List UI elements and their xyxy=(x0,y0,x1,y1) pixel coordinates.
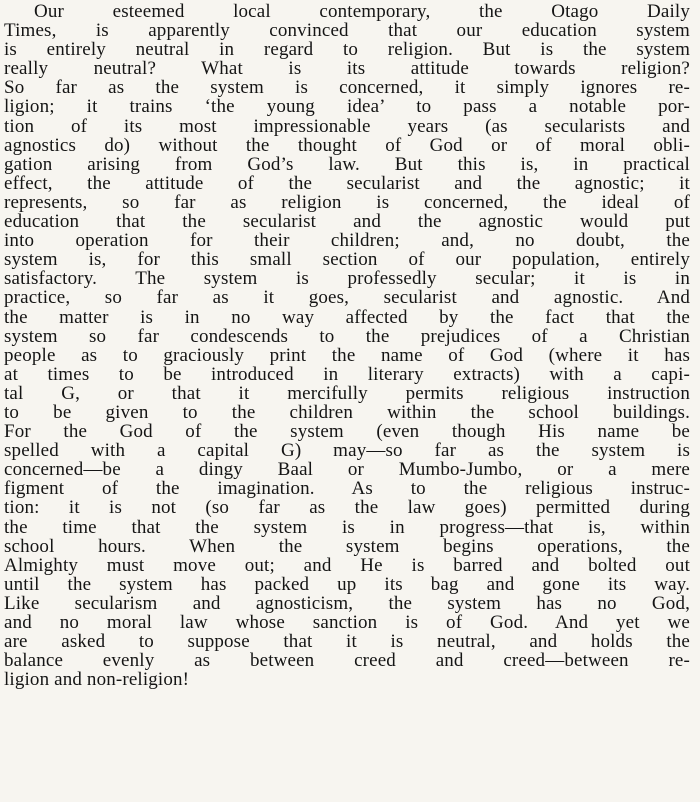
article-line: agnostics do) without the thought of God or of moral obli- xyxy=(4,134,690,156)
article-line: tion: it is not (so far as the law goes) permitted during xyxy=(4,497,690,519)
article-line: balance evenly as between creed and creed—between re- xyxy=(4,650,690,672)
article-line: tal G, or that it mercifully permits religious instruction xyxy=(4,382,690,404)
article-line: Like secularism and agnosticism, the system has no God, xyxy=(4,592,690,614)
article-line: spelled with a capital G) may—so far as the system is xyxy=(4,440,690,462)
article-line: effect, the attitude of the secularist and the agnostic; it xyxy=(4,172,690,194)
article-line: ligion and non-religion! xyxy=(4,669,190,691)
article-line: is entirely neutral in regard to religion. But is the system xyxy=(4,39,690,61)
article-line: education that the secularist and the agnostic would put xyxy=(4,211,690,233)
article-line: practice, so far as it goes, secularist and agnostic. And xyxy=(4,287,690,309)
article-line: school hours. When the system begins operations, the xyxy=(4,535,690,557)
article-column xyxy=(4,2,690,689)
article-line: at times to be introduced in literary extracts) with a capi- xyxy=(4,363,690,385)
article-line: to be given to the children within the school buildings. xyxy=(4,401,690,423)
article-line: Times, is apparently convinced that our education system xyxy=(4,20,690,42)
article-line: until the system has packed up its bag and gone its way. xyxy=(4,573,690,595)
article-line: are asked to suppose that it is neutral, and holds the xyxy=(4,631,690,653)
article-line: For the God of the system (even though His name be xyxy=(4,421,690,443)
article-line: and no moral law whose sanction is of God. And yet we xyxy=(4,612,690,633)
article-line: satisfactory. The system is professedly secular; it is in xyxy=(4,268,690,290)
article-line: tion of its most impressionable years (as secularists and xyxy=(4,115,690,137)
article-line: system so far condescends to the prejudices of a Christian xyxy=(4,325,690,347)
article-line: So far as the system is concerned, it simply ignores re- xyxy=(4,77,690,99)
article-line: the time that the system is in progress—that is, within xyxy=(4,516,690,538)
article-line: ligion; it trains ‘the young idea’ to pass a notable por- xyxy=(4,96,690,118)
article-line: Our esteemed local contemporary, the Otago Daily xyxy=(34,1,690,22)
article-line: people as to graciously print the name of God (where it has xyxy=(4,344,690,366)
article-line: really neutral? What is its attitude towards religion? xyxy=(4,58,690,80)
article-line: gation arising from God’s law. But this is, in practical xyxy=(4,153,690,175)
article-line: Almighty must move out; and He is barred and bolted out xyxy=(4,554,690,576)
article-line: represents, so far as religion is concerned, the ideal of xyxy=(4,191,690,213)
article-line: figment of the imagination. As to the religious instruc- xyxy=(4,478,690,500)
article-line: system is, for this small section of our population, entirely xyxy=(4,249,690,271)
article-line: concerned—be a dingy Baal or Mumbo-Jumbo, or a mere xyxy=(4,459,690,481)
article-line: into operation for their children; and, no doubt, the xyxy=(4,230,690,252)
article-line: the matter is in no way affected by the fact that the xyxy=(4,306,690,328)
